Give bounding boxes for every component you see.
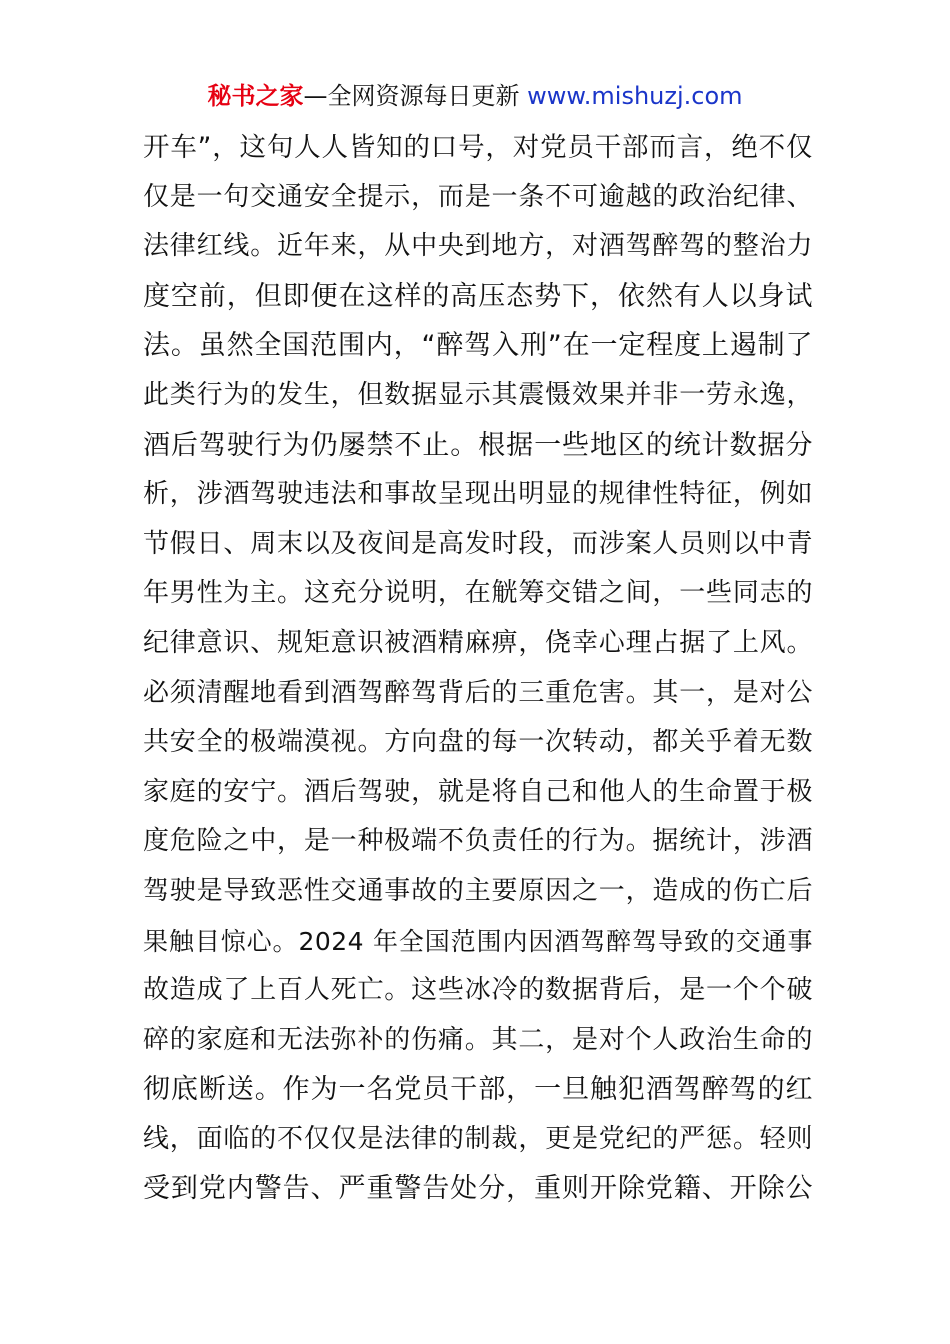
text-line: 线，面临的不仅仅是法律的制裁，更是党纪的严惩。轻则 [143, 1123, 813, 1154]
text-line: 故造成了上百人死亡。这些冰冷的数据背后，是一个个破 [143, 975, 813, 1006]
text-line: 年男性为主。这充分说明，在觥筹交错之间，一些同志的 [143, 578, 813, 609]
text-line: 节假日、周末以及夜间是高发时段，而涉案人员则以中青 [143, 528, 813, 559]
site-brand: 秘书之家 [207, 82, 304, 110]
text-line: 度空前，但即便在这样的高压态势下，依然有人以身试 [143, 280, 813, 312]
text-line: 度危险之中，是一种极端不负责任的行为。据统计，涉酒 [143, 826, 813, 857]
text-line: 家庭的安宁。酒后驾驶，就是将自己和他人的生命置于极 [143, 776, 813, 807]
text-line: 开车”，这句人人皆知的口号，对党员干部而言，绝不仅 [143, 132, 813, 163]
text-line: 析，涉酒驾驶违法和事故呈现出明显的规律性特征，例如 [143, 479, 813, 510]
text-line: 彻底断送。作为一名党员干部，一旦触犯酒驾醉驾的红 [143, 1074, 813, 1106]
text-line: 果触目惊心。2024 年全国范围内因酒驾醉驾导致的交通事 [143, 926, 813, 956]
text-line: 法律红线。近年来，从中央到地方，对酒驾醉驾的整治力 [143, 231, 813, 262]
text-line: 共安全的极端漠视。方向盘的每一次转动，都关乎着无数 [143, 727, 813, 758]
text-line: 受到党内警告、严重警告处分，重则开除党籍、开除公 [143, 1173, 813, 1205]
site-tagline: —全网资源每日更新 [303, 82, 528, 110]
text-line: 仅是一句交通安全提示，而是一条不可逾越的政治纪律、 [143, 181, 813, 212]
text-line: 酒后驾驶行为仍屡禁不止。根据一些地区的统计数据分 [143, 429, 813, 461]
text-line: 驾驶是导致恶性交通事故的主要原因之一，造成的伤亡后 [143, 875, 813, 906]
text-line: 此类行为的发生，但数据显示其震慑效果并非一劳永逸， [143, 379, 813, 410]
site-url-link[interactable]: www.mishuzj.com [527, 82, 743, 110]
text-line: 纪律意识、规矩意识被酒精麻痹，侥幸心理占据了上风。 [143, 627, 813, 658]
text-line: 必须清醒地看到酒驾醉驾背后的三重危害。其一，是对公 [143, 677, 813, 708]
document-body [143, 123, 813, 1214]
site-header [0, 80, 950, 112]
text-line: 碎的家庭和无法弥补的伤痛。其二，是对个人政治生命的 [143, 1024, 813, 1055]
text-line: 法。虽然全国范围内，“醉驾入刑”在一定程度上遏制了 [143, 330, 813, 362]
